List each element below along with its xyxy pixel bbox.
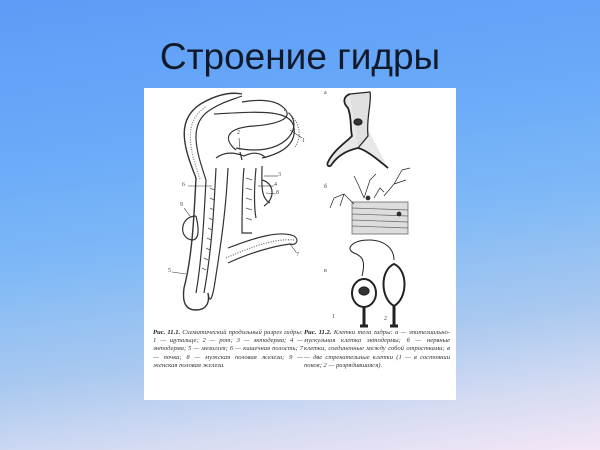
caption-text: Схематический продольный разрез гидры: 1 — щупальце; 2 — рот; 3 — эктодерма; 4 — энтодерма; 5 — мезоглея; 6 — кишечная полость; 7 — почка; 8 — мужская половая железа; 9 — женская половая железа. — [153, 329, 303, 369]
section-label-a: а — [324, 90, 327, 96]
caption-text: Клетки тела гидры: а — эпителиально-мускульная клетка эктодермы; б — нервные клетки, соединенные между собой отростками; в — две стрекательные клетки (1 — в состоянии покоя; 2 — разрядившаяся). — [304, 329, 450, 369]
section-label-b: б — [324, 184, 328, 190]
caption-fig-11-2 — [304, 329, 450, 370]
caption-fig-number: Рис. 11.1. — [153, 329, 181, 336]
hydra-illustration — [144, 88, 456, 328]
slide-title: Строение гидры — [159, 36, 441, 77]
label-1: 1 — [302, 138, 305, 144]
caption-fig-number: Рис. 11.2. — [304, 329, 332, 336]
label-2: 2 — [237, 130, 240, 136]
label-6: 6 — [182, 182, 185, 188]
cell-label-2: 2 — [384, 316, 387, 322]
hydra-cells-drawing — [327, 92, 410, 326]
label-3: 3 — [278, 172, 281, 178]
label-5: 5 — [168, 268, 171, 274]
cell-label-1: 1 — [332, 314, 335, 320]
label-9: 9 — [180, 202, 183, 208]
hydra-figure — [144, 88, 456, 400]
label-4: 4 — [274, 182, 277, 188]
label-7: 7 — [296, 252, 299, 258]
section-label-v: в — [324, 268, 327, 274]
hydra-section-drawing — [172, 93, 302, 310]
caption-fig-11-1 — [153, 329, 303, 370]
label-8: 8 — [276, 190, 279, 196]
